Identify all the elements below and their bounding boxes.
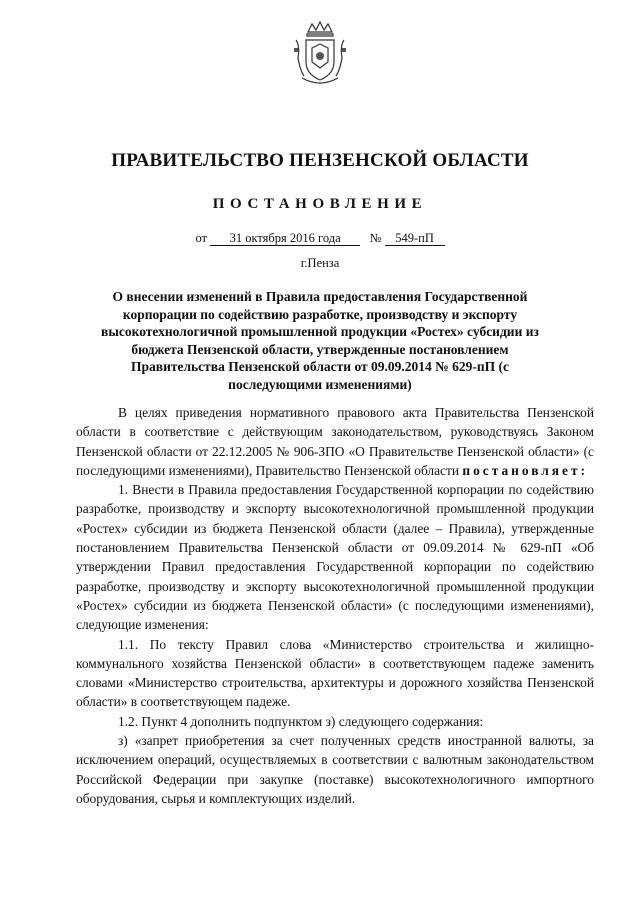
decree-date: 31 октября 2016 года — [210, 231, 360, 246]
document-type: ПОСТАНОВЛЕНИЕ — [212, 196, 428, 212]
paragraph-1-2: 1.2. Пункт 4 дополнить подпунктом з) следующего содержания: — [118, 713, 484, 729]
resolves-word: постановляет: — [462, 462, 589, 478]
decree-number: 549-пП — [385, 231, 445, 246]
paragraph-1-1: 1.1. По тексту Правил слова «Министерство строительства и жилищно-коммунального хозяйства Пензенской области» в соответствующем падеже заменить словами «Министерство строительства, архитектуры и дорожного хозяйства Пензенской области» в соответствующем падеже. — [76, 636, 594, 710]
document-body — [76, 403, 594, 808]
intro-text: В целях приведения нормативного правового акта Правительства Пензенской области в соответствие с действующим законодательством, руководствуясь Законом Пензенской области от 22.12.2005 № 906-ЗПО «О Правительстве Пензенской области» (с последующими изменениями), Правительство Пензенской области — [76, 405, 594, 478]
number-prefix: № — [369, 231, 382, 245]
date-number-line — [0, 231, 640, 246]
decree-title: О внесении изменений в Правила предоставления Государственной корпорации по содействию разработке, производству и экспорту высокотехнологичной промышленной продукции «Ростех» субсидии из бюджета Пензенской области, утвержденные постановлением Правительства Пензенской области от 09.09.2014 № 629-пП (с последующими изменениями) — [101, 289, 539, 392]
coat-of-arms-emblem-icon — [290, 18, 350, 90]
city: г.Пенза — [300, 256, 340, 270]
government-name: ПРАВИТЕЛЬСТВО ПЕНЗЕНСКОЙ ОБЛАСТИ — [111, 150, 529, 171]
paragraph-1-2-z: з) «запрет приобретения за счет полученных средств иностранной валюты, за исключением операций, осуществляемых в соответствии с валютным законодательством Российской Федерации при закупке (поставке) высокотехнологичного импортного оборудования, сырья и комплектующих изделий. — [76, 733, 594, 806]
intro-paragraph — [76, 403, 594, 480]
date-prefix: от — [195, 231, 207, 245]
paragraph-1: 1. Внести в Правила предоставления Государственной корпорации по содействию разработке, производству и экспорту высокотехнологичной промышленной продукции «Ростех» субсидии из бюджета Пензенской области (далее – Правила), утвержденные постановлением Правительства Пензенской области от 09.09.2014 № 629-пП «Об утверждении Правил предоставления Государственной корпорации по содействию разработке, производству и экспорту высокотехнологичной промышленной продукции «Ростех» субсидии из бюджета Пензенской области» (с последующими изменениями), следующие изменения: — [76, 482, 594, 633]
